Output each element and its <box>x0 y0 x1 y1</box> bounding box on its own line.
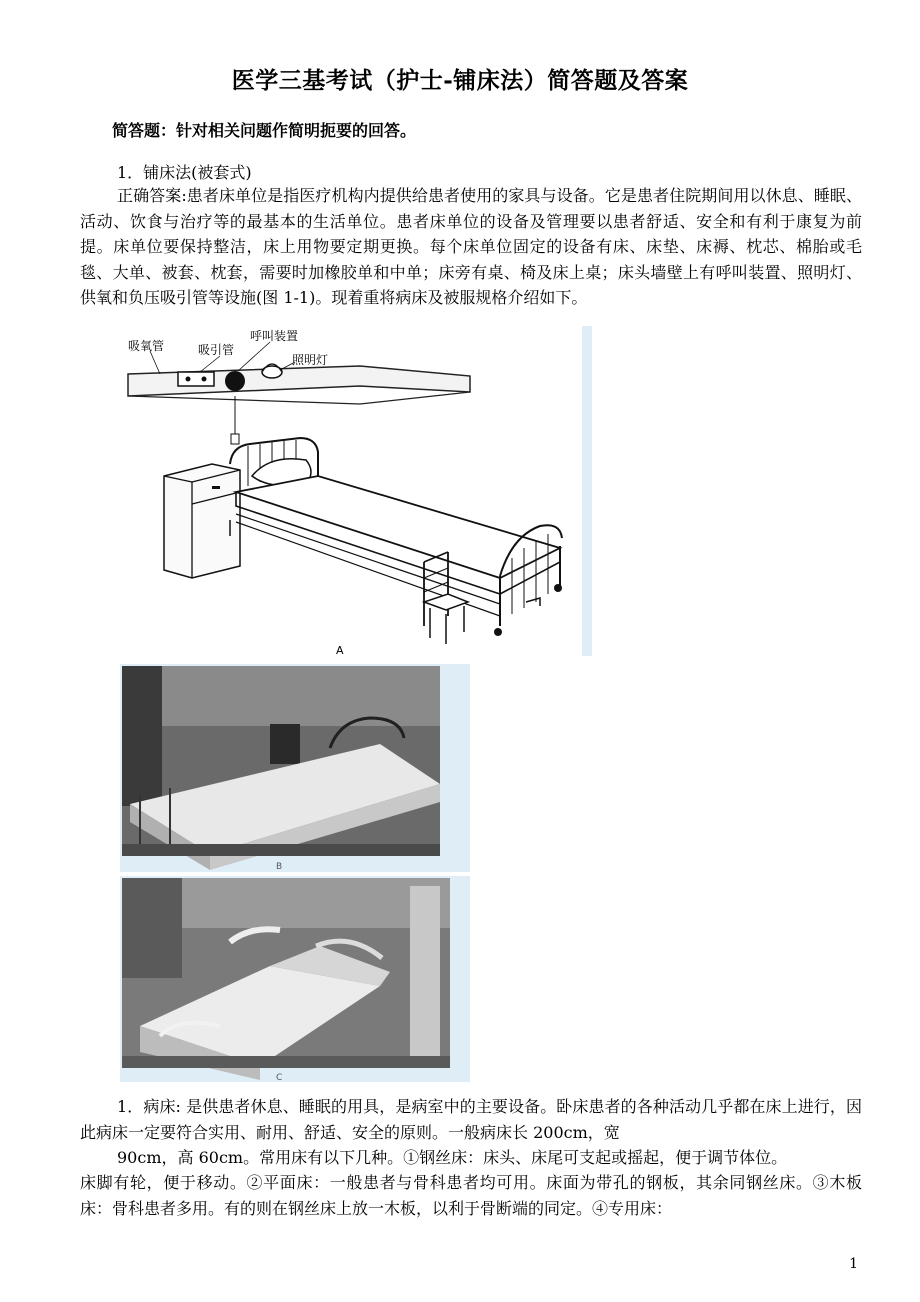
figure-a-caption: A <box>336 644 344 656</box>
figure-b-bed-photo <box>120 664 470 872</box>
sickbed-paragraph-line2: 90cm，高 60cm。常用床有以下几种。①钢丝床：床头、床尾可支起或摇起，便于调节体位。 <box>117 1148 788 1167</box>
figure-b-caption: B <box>276 862 283 872</box>
section-heading: 1．铺床法(被套式) <box>117 163 252 182</box>
label-lamp: 照明灯 <box>292 353 329 367</box>
label-suction-tube: 吸引管 <box>198 343 235 357</box>
sickbed-paragraph-line1: 1．病床: 是供患者休息、睡眠的用具，是病室中的主要设备。卧床患者的各种活动几乎都在床上进行，因此病床一定要符合实用、耐用、舒适、安全的原则。一般病床长 200cm，宽 <box>80 1097 862 1142</box>
label-call-device: 呼叫装置 <box>250 329 299 343</box>
figure-c-bed-photo <box>120 876 470 1082</box>
sickbed-paragraph-rest: 床脚有轮，便于移动。②平面床：一般患者与骨科患者均可用。床面为带孔的钢板，其余同钢丝床。③木板床：骨科患者多用。有的则在钢丝床上放一木板，以利于骨断端的同定。④专用床： <box>80 1173 862 1218</box>
label-oxygen-tube: 吸氧管 <box>128 339 165 353</box>
figure-c-caption: C <box>276 1073 283 1082</box>
page-number: 1 <box>849 1256 858 1272</box>
question-type-subtitle: 简答题：针对相关问题作简明扼要的回答。 <box>112 121 417 140</box>
answer-paragraph: 正确答案:患者床单位是指医疗机构内提供给患者使用的家具与设备。它是患者住院期间用以休息、睡眠、活动、饮食与治疗等的最基本的生活单位。患者床单位的设备及管理要以患者舒适、安全和有利于康复为前提。床单位要保持整洁，床上用物要定期更换。每个床单位固定的设备有床、床垫、床褥、枕芯、棉胎或毛毯、大单、被套、枕套，需要时加橡胶单和中单；床旁有桌、椅及床上桌；床头墙壁上有呼叫装置、照明灯、供氧和负压吸引管等设施(图 1-1)。现着重将病床及被服规格介绍如下。 <box>80 186 862 308</box>
document-title: 医学三基考试（护士-铺床法）简答题及答案 <box>231 67 689 94</box>
figure-a-bed-unit-drawing <box>120 326 592 656</box>
